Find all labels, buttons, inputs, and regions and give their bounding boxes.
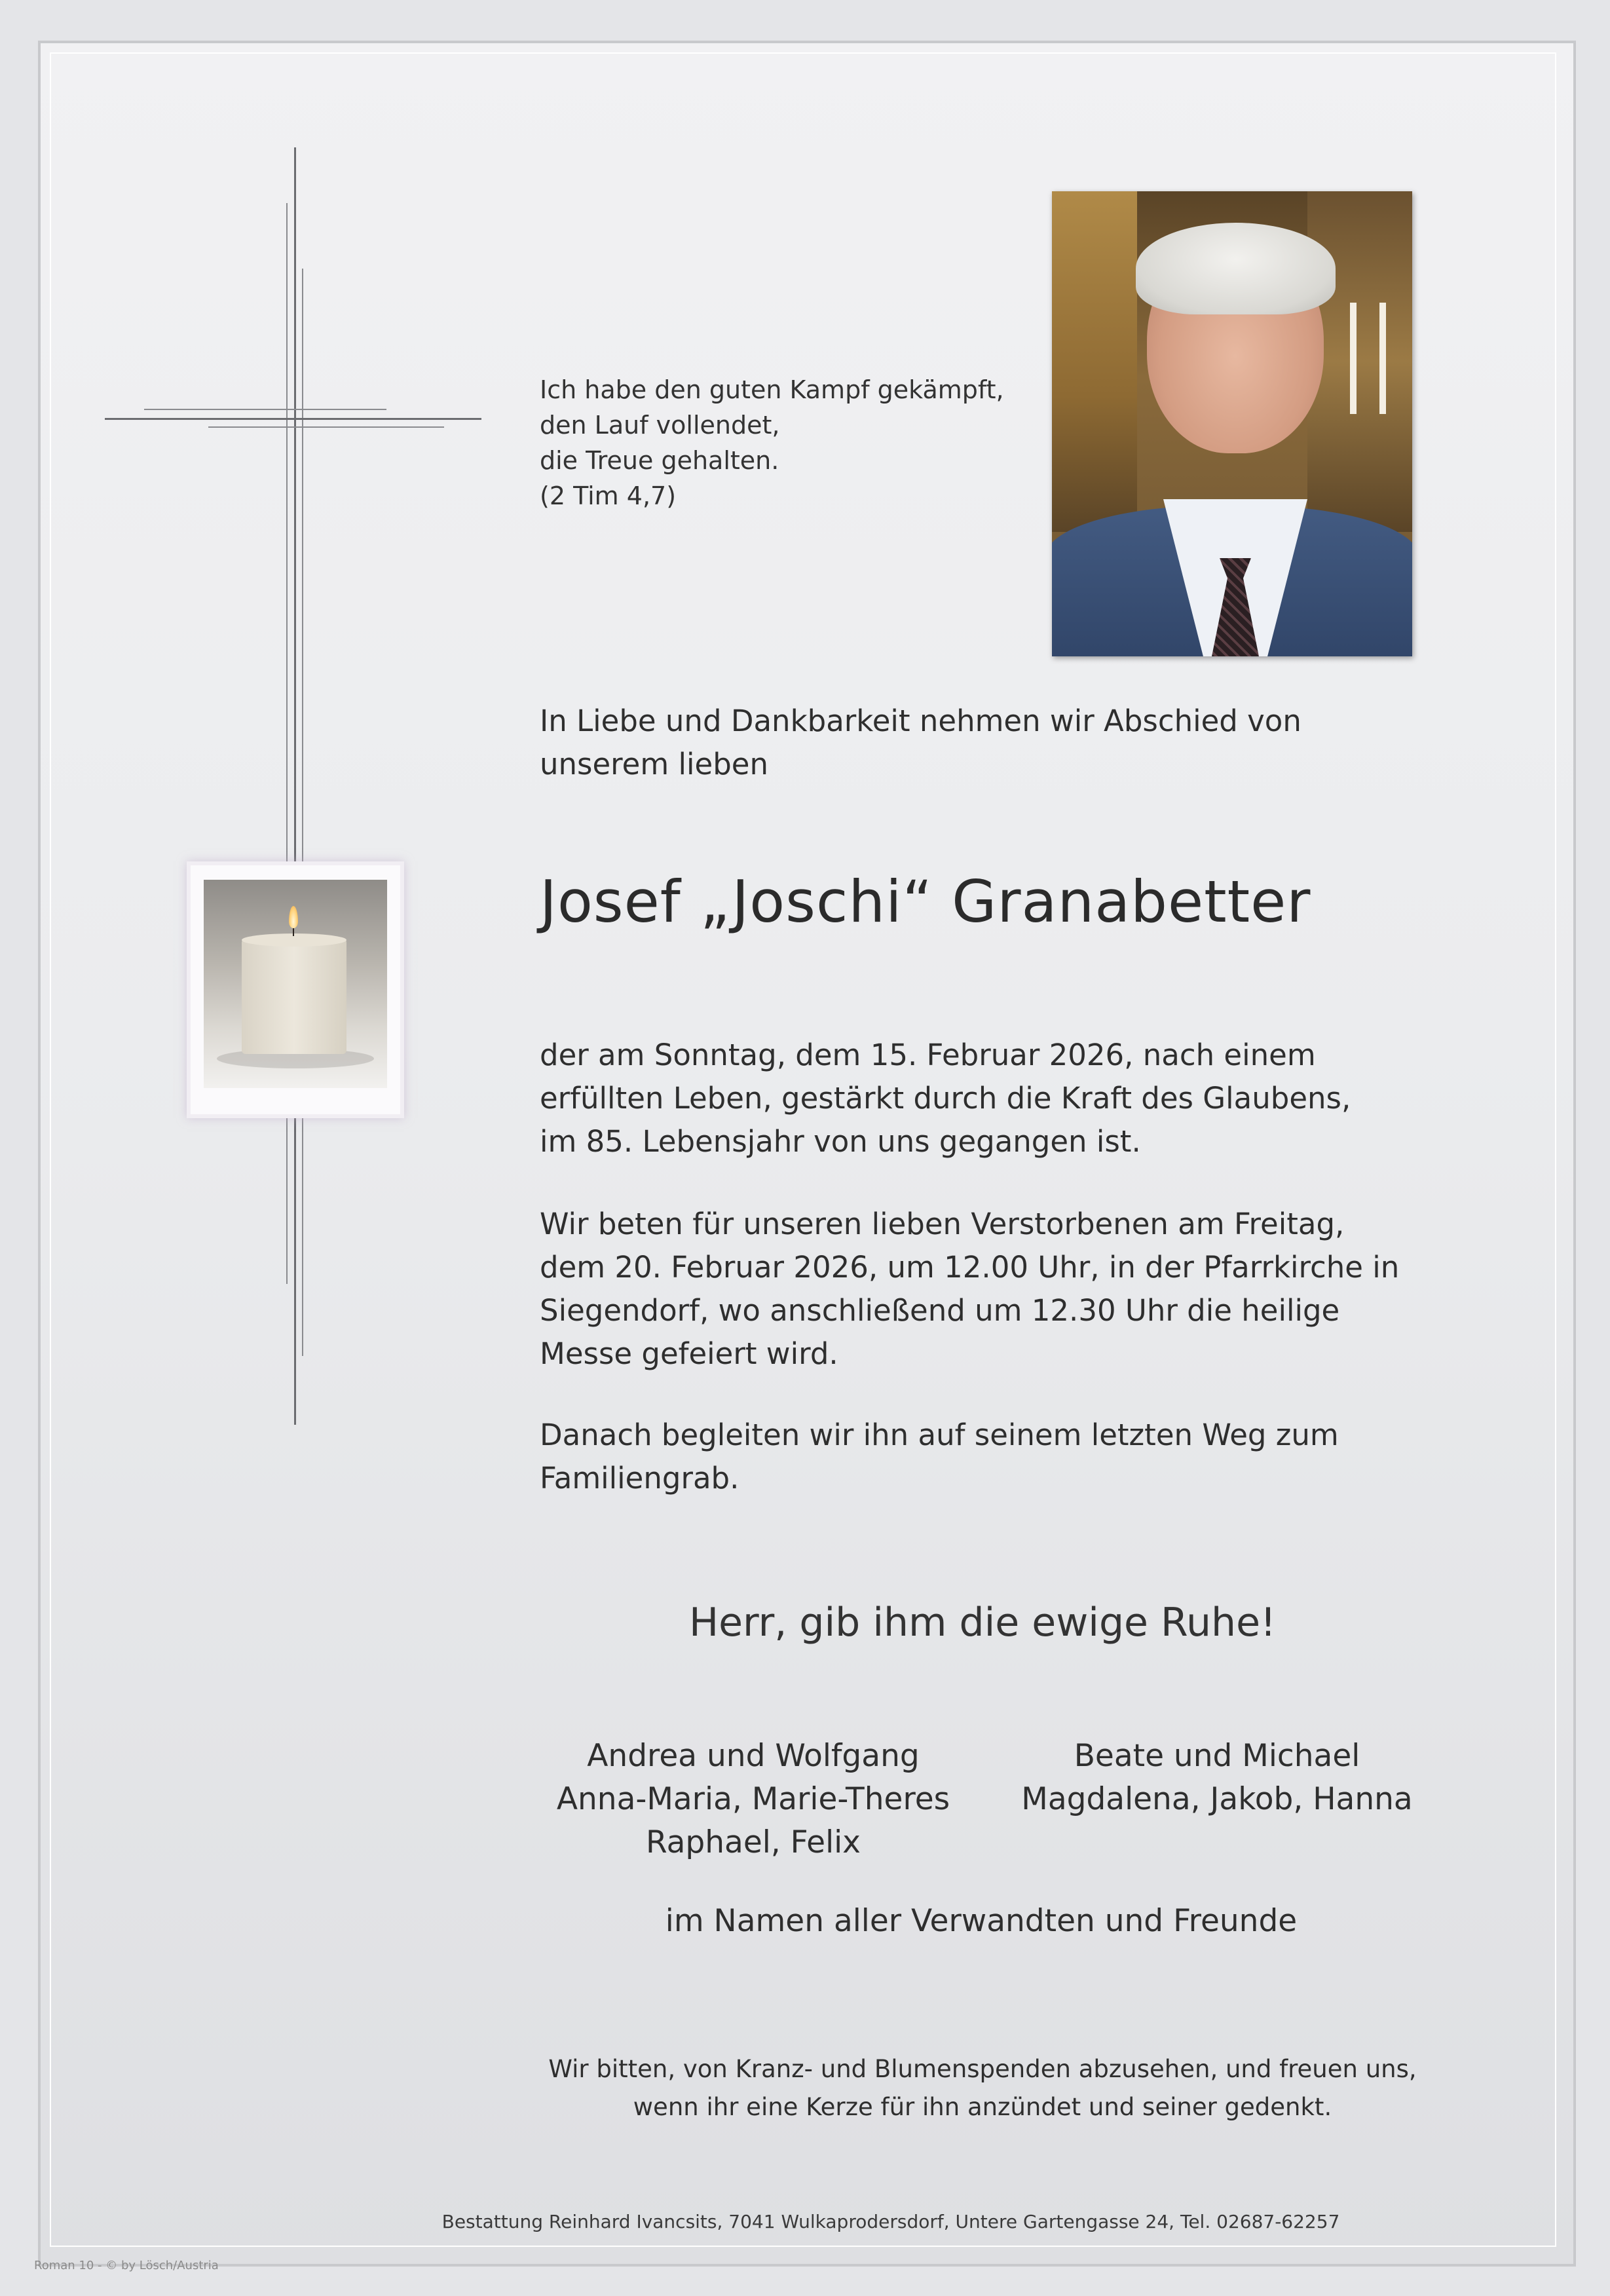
quote-line: die Treue gehalten. <box>540 446 779 475</box>
family-right: Beate und Michael Magdalena, Jakob, Hanna <box>1021 1738 1413 1817</box>
quote-line: den Lauf vollendet, <box>540 411 780 440</box>
quote-line: Ich habe den guten Kampf gekämpft, <box>540 375 1004 404</box>
quote-reference: (2 Tim 4,7) <box>540 481 677 510</box>
prayer-line: Herr, gib ihm die ewige Ruhe! <box>688 1600 1277 1646</box>
candle-image <box>187 861 404 1118</box>
intro-text <box>540 700 1301 786</box>
intro-line: In Liebe und Dankbarkeit nehmen wir Abschied von <box>540 704 1301 738</box>
burial-paragraph: Danach begleiten wir ihn auf seinem letzten Weg zum Familiengrab. <box>540 1418 1339 1496</box>
deceased-name: Josef „Joschi“ Granabetter <box>540 868 1311 935</box>
family-left: Andrea und Wolfgang Anna-Maria, Marie-Theres Raphael, Felix <box>556 1738 950 1860</box>
death-notice-paragraph: der am Sonntag, dem 15. Februar 2026, nach einem erfüllten Leben, gestärkt durch die Kraft des Glaubens, im 85. Lebensjahr von uns gegangen ist. <box>540 1038 1351 1159</box>
copyright-note: Roman 10 - © by Lösch/Austria <box>34 2259 219 2272</box>
intro-line: unserem lieben <box>540 747 768 781</box>
bible-quote <box>540 372 1004 514</box>
donation-note: Wir bitten, von Kranz- und Blumenspenden abzusehen, und freuen uns, wenn ihr eine Kerze für ihn anzündet und seiner gedenkt. <box>548 2055 1417 2121</box>
portrait-photo <box>1052 191 1412 656</box>
funeral-home-footer: Bestattung Reinhard Ivancsits, 7041 Wulkaprodersdorf, Untere Gartengasse 24, Tel. 02687-62257 <box>441 2211 1340 2232</box>
service-paragraph: Wir beten für unseren lieben Verstorbenen am Freitag, dem 20. Februar 2026, um 12.00 Uhr, in der Pfarrkirche in Siegendorf, wo anschließend um 12.30 Uhr die heilige Messe gefeiert wird. <box>540 1207 1400 1371</box>
on-behalf-line: im Namen aller Verwandten und Freunde <box>665 1903 1298 1939</box>
